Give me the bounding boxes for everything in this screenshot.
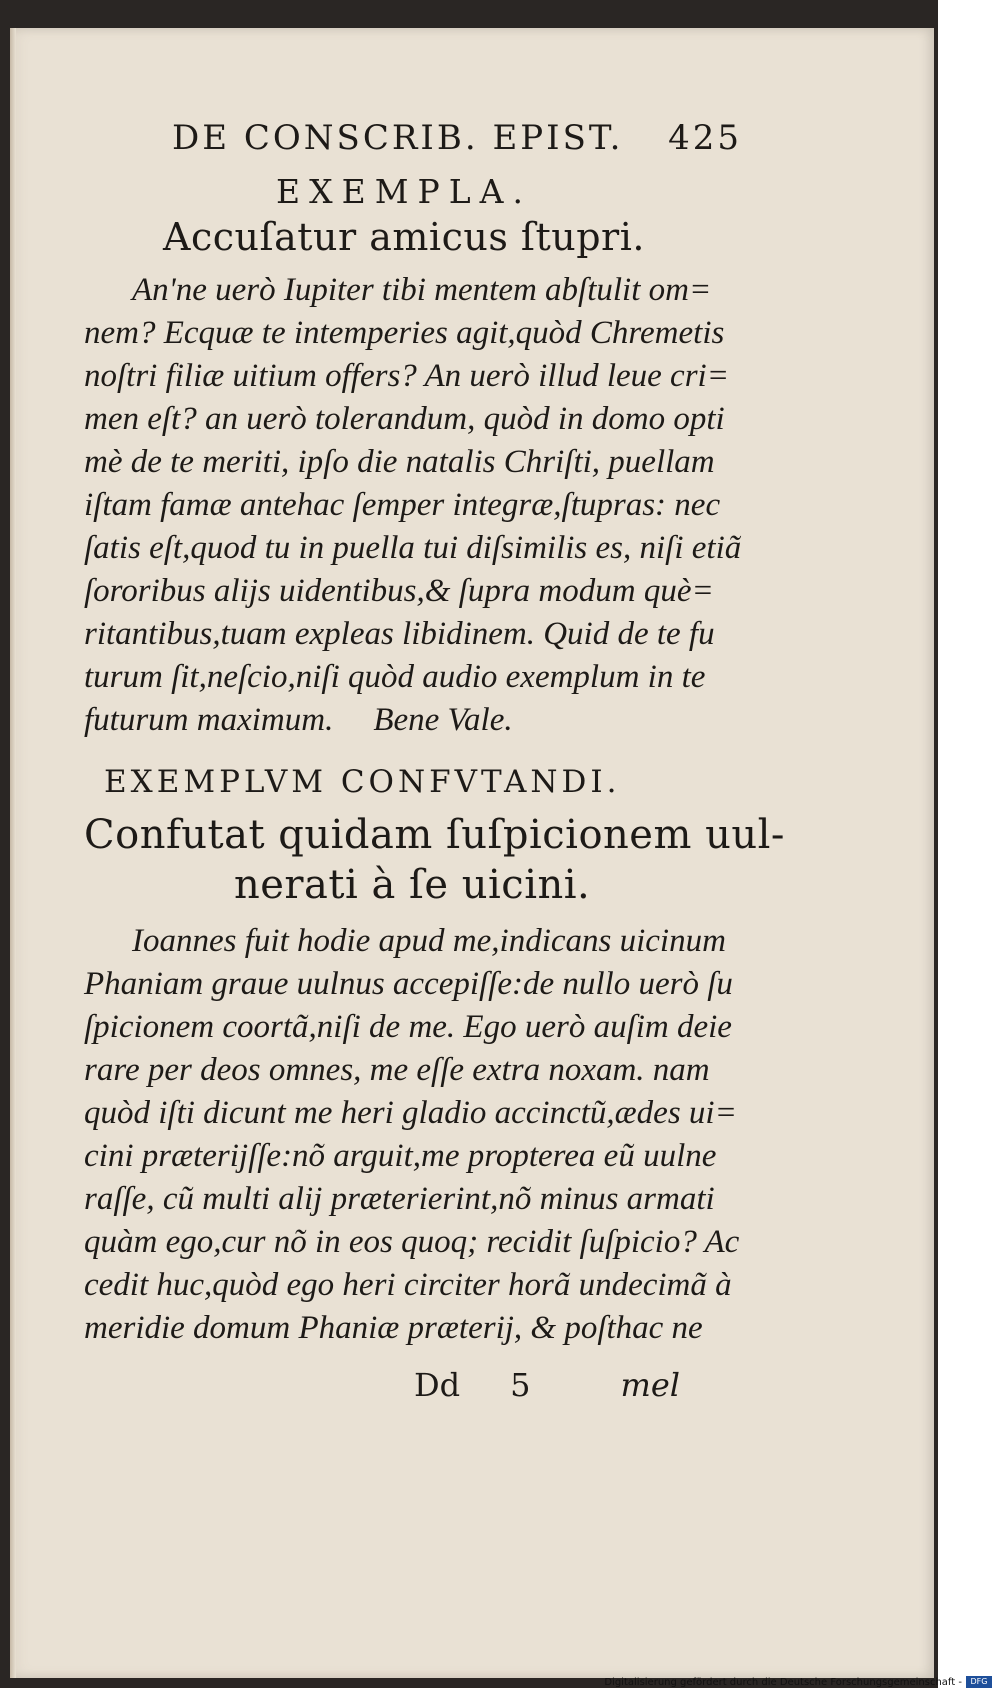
page-number: 425 [668,118,742,158]
first-example-text [84,269,742,742]
signature-number: 5 [510,1366,531,1404]
second-example-title [84,810,785,910]
text-line-end: futurum maximum. [84,702,334,738]
text-line: quòd iſti dicunt me heri gladio accinctũ,ædes ui= [84,1095,737,1131]
signature-line [414,1366,724,1404]
text-line: Phaniam graue uulnus accepiſſe:de nullo uerò ſu [84,966,733,1002]
title-line: nerati à ſe uicini. [234,862,591,908]
text-line: quàm ego,cur nõ in eos quoq; recidit ſuſpicio? Ac [84,1224,740,1260]
dfg-logo: DFG [966,1676,992,1688]
running-head-title: DE CONSCRIB. EPIST. [172,118,624,158]
section-heading: EXEMPLA. [276,172,532,211]
text-line: raſſe, cũ multi alij præterierint,nõ minus armati [84,1181,715,1217]
text-line: mè de te meriti, ipſo die natalis Chriſti, puellam [84,444,715,480]
second-example-text [84,920,740,1350]
running-head [172,118,742,158]
text-line: noſtri filiæ uitium offers? An uerò illud leue cri= [84,358,729,394]
text-line: ritantibus,tuam expleas libidinem. Quid de te fu [84,616,715,652]
text-line: Ioannes fuit hodie apud me,indicans uicinum [132,923,726,959]
text-line: rare per deos omnes, me eſſe extra noxam. nam [84,1052,710,1088]
signature-mark: Dd [414,1366,461,1404]
text-line: ſatis eſt,quod tu in puella tui diſsimilis es, niſi etiã [84,530,742,566]
catchword: mel [620,1366,681,1404]
text-line [84,699,724,742]
text-line: cedit huc,quòd ego heri circiter horã undecimã à [84,1267,732,1303]
text-line: turum ſit,neſcio,niſi quòd audio exemplum in te [84,659,706,695]
text-line: meridie domum Phaniæ præterij, & poſthac ne [84,1310,703,1346]
page-text [84,118,785,1404]
digitization-credit: Digitalisierung gefördert durch die Deutsche Forschungsgemeinschaft - [604,1677,962,1688]
text-line: An'ne uerò Iupiter tibi mentem abſtulit om= [132,272,712,308]
first-example-title: Accuſatur amicus ſtupri. [163,215,645,259]
text-line: cini præterijſſe:nõ arguit,me propterea eũ uulne [84,1138,717,1174]
text-line: iſtam famæ antehac ſemper integræ,ſtupras: nec [84,487,721,523]
text-line: ſpicionem coortã,niſi de me. Ego uerò auſim deie [84,1009,732,1045]
closing-salutation: Bene Vale. [373,702,513,738]
page-gutter-edge [10,28,16,1678]
text-line: ſororibus alijs uidentibus,& ſupra modum què= [84,573,714,609]
book-page [10,28,934,1678]
example-heading: EXEMPLVM CONFVTANDI. [104,764,621,800]
title-line: Confutat quidam ſuſpicionem uul- [84,812,785,858]
text-line: nem? Ecquæ te intemperies agit,quòd Chremetis [84,315,725,351]
text-line: men eſt? an uerò tolerandum, quòd in domo opti [84,401,725,437]
